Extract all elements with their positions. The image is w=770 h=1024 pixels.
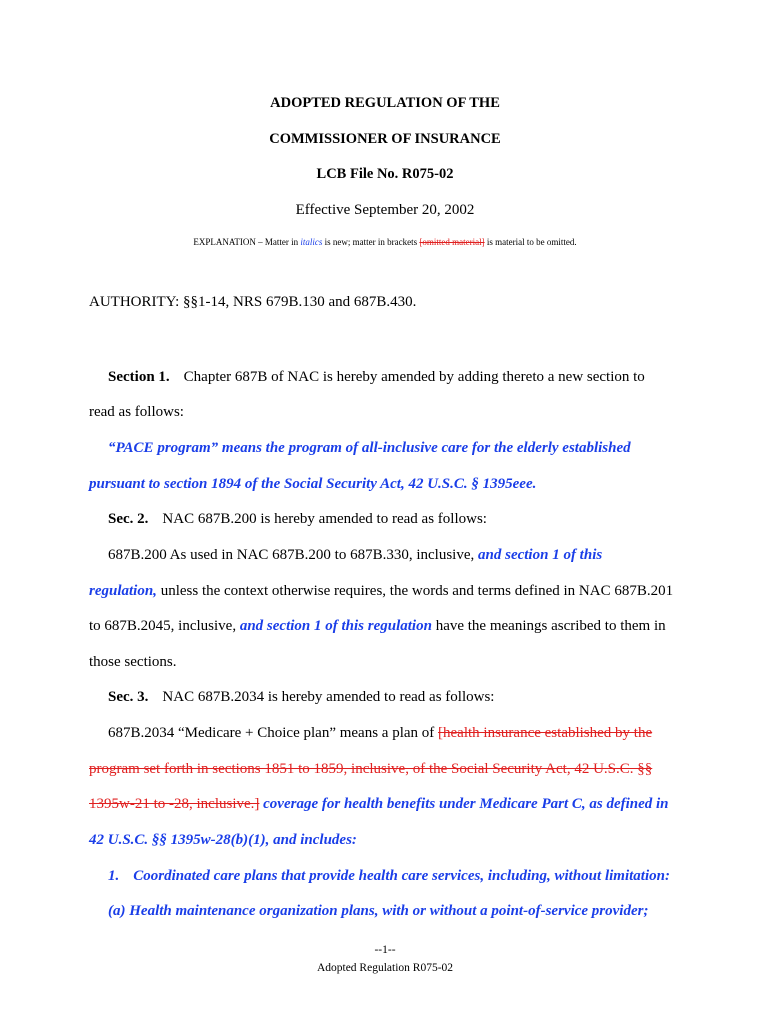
sec-3-text: NAC 687B.2034 is hereby amended to read as follows:: [162, 689, 495, 705]
sec-3-label: Sec. 3.: [108, 689, 149, 705]
sec-3-line-3: [89, 796, 669, 813]
section-1-heading: [108, 369, 645, 386]
sec-3-item-1: [108, 868, 670, 885]
file-number: LCB File No. R075-02: [316, 166, 454, 182]
explanation-part1: EXPLANATION – Matter in: [193, 237, 301, 247]
sec-3-line-1-deleted: [health insurance established by the: [438, 725, 653, 741]
sec-2-line-2-new: regulation,: [89, 583, 157, 599]
section-1-text-cont: read as follows:: [89, 404, 184, 420]
sec-3-heading: [108, 689, 494, 706]
sec-3-item-a: (a) Health maintenance organization plans, with or without a point-of-service provider;: [108, 903, 649, 919]
explanation-part3: is material to be omitted.: [484, 237, 577, 247]
effective-date: Effective September 20, 2002: [295, 202, 475, 218]
sec-3-line-3-deleted: 1395w-21 to -28, inclusive.]: [89, 796, 260, 812]
sec-2-line-2: [89, 583, 673, 600]
explanation-italics: italics: [300, 237, 323, 247]
explanation-note: [0, 237, 770, 247]
sec-3-line-1: [108, 725, 652, 742]
section-1-label: Section 1.: [108, 369, 170, 385]
explanation-omitted: [omitted material]: [419, 237, 485, 247]
sec-3-line-4-new: 42 U.S.C. §§ 1395w-28(b)(1), and includes:: [89, 832, 357, 848]
sec-2-label: Sec. 2.: [108, 511, 149, 527]
section-1-new-text-2: pursuant to section 1894 of the Social Security Act, 42 U.S.C. § 1395eee.: [89, 476, 537, 492]
sec-3-item-1-text: Coordinated care plans that provide health care services, including, without limitation:: [133, 868, 670, 884]
sec-2-line-1-new: and section 1 of this: [478, 547, 603, 563]
section-1-new-text-1: “PACE program” means the program of all-inclusive care for the elderly established: [108, 440, 631, 456]
authority-line: AUTHORITY: §§1-14, NRS 679B.130 and 687B.430.: [89, 294, 417, 310]
sec-3-line-2-deleted: program set forth in sections 1851 to 1859, inclusive, of the Social Security Act, 42 U.S.C. §§: [89, 761, 653, 777]
footer-doc-name: Adopted Regulation R075-02: [316, 962, 454, 974]
explanation-part2: is new; matter in brackets: [322, 237, 420, 247]
sec-2-heading: [108, 511, 487, 528]
sec-2-line-3-text-b: have the meanings ascribed to them in: [431, 618, 666, 634]
sec-2-line-2-text: unless the context otherwise requires, the words and terms defined in NAC 687B.201: [156, 583, 674, 599]
sec-2-line-1-text: 687B.200 As used in NAC 687B.200 to 687B.330, inclusive,: [108, 547, 479, 563]
sec-3-line-3-new: coverage for health benefits under Medicare Part C, as defined in: [259, 796, 669, 812]
title-line-2: COMMISSIONER OF INSURANCE: [269, 131, 501, 147]
sec-2-line-3-new: and section 1 of this regulation: [239, 618, 432, 634]
sec-2-line-4: those sections.: [89, 654, 177, 670]
sec-2-text: NAC 687B.200 is hereby amended to read as follows:: [162, 511, 487, 527]
sec-2-line-3-text: to 687B.2045, inclusive,: [89, 618, 240, 634]
sec-2-line-3: [89, 618, 666, 635]
title-line-1: ADOPTED REGULATION OF THE: [270, 95, 500, 111]
section-1-text: Chapter 687B of NAC is hereby amended by adding thereto a new section to: [183, 369, 645, 385]
sec-3-item-1-number: 1.: [108, 868, 120, 884]
sec-3-line-1-text: 687B.2034 “Medicare + Choice plan” means a plan of: [108, 725, 439, 741]
page-number: --1--: [374, 944, 396, 956]
sec-2-line-1: [108, 547, 602, 564]
